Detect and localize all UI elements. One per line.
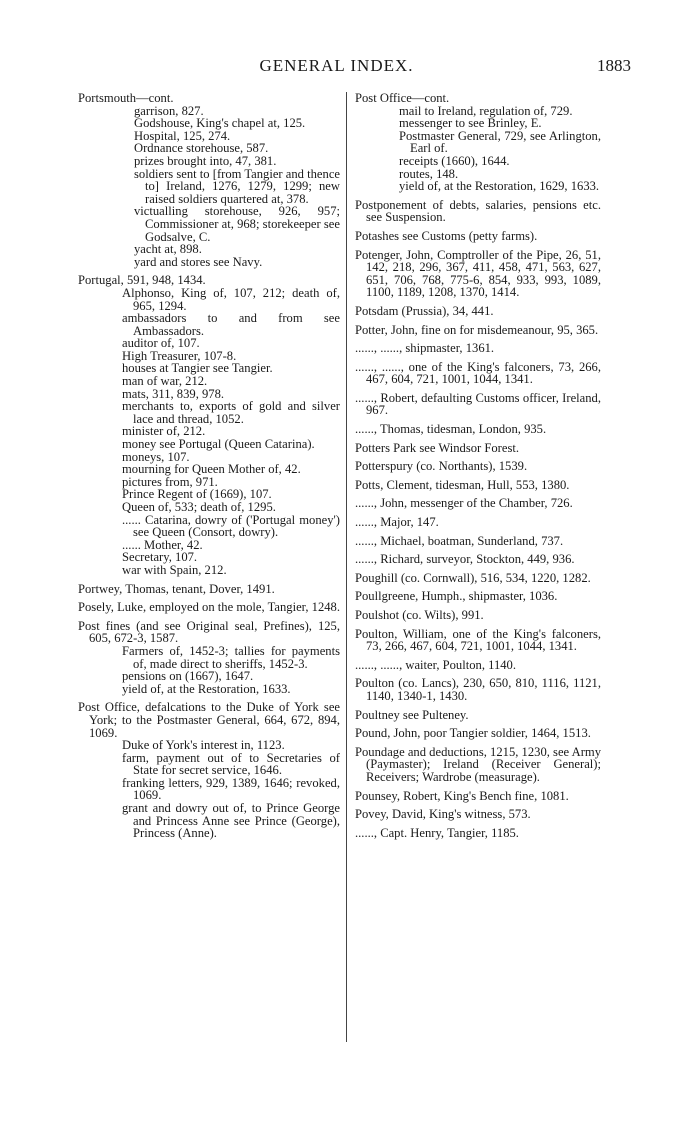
index-entry: Portsmouth—cont. bbox=[78, 91, 174, 105]
index-subentry: High Treasurer, 107-8. bbox=[122, 348, 237, 363]
index-entry: Poulshot (co. Wilts), 991. bbox=[355, 608, 484, 622]
index-entry: ......, Thomas, tidesman, London, 935. bbox=[355, 422, 547, 437]
index-subentry: prizes brought into, 47, 381. bbox=[134, 153, 277, 168]
index-entry: Poultney see Pulteney. bbox=[355, 707, 469, 722]
index-subentry: soldiers sent to [from Tangier and thence to] Ireland, 1276, 1279, 1299; new raised soldiers quartered at, 378. bbox=[134, 166, 340, 206]
index-subentry: money see Portugal (Queen Catarina). bbox=[122, 437, 315, 452]
index-entry: ......, Robert, defaulting Customs officer, Ireland, 967. bbox=[355, 390, 601, 418]
index-subentry: Secretary, 107. bbox=[122, 550, 198, 565]
index-entry: Postponement of debts, salaries, pensions etc. see Suspension. bbox=[355, 197, 601, 225]
index-entry: Poughill (co. Cornwall), 516, 534, 1220, 1282. bbox=[355, 570, 591, 585]
index-entry: Posely, Luke, employed on the mole, Tangier, 1248. bbox=[78, 600, 340, 615]
index-entry: Potts, Clement, tidesman, Hull, 553, 1380. bbox=[355, 477, 570, 492]
index-subentry: messenger to see Brinley, E. bbox=[399, 116, 542, 131]
index-subentry: yield of, at the Restoration, 1633. bbox=[122, 681, 291, 696]
index-subentry: yard and stores see Navy. bbox=[134, 254, 263, 269]
index-subentry: merchants to, exports of gold and silver lace and thread, 1052. bbox=[122, 399, 340, 426]
index-entry: Pounsey, Robert, King's Bench fine, 1081. bbox=[355, 788, 569, 803]
index-entry: Post Office—cont. bbox=[355, 91, 450, 105]
index-subentry: yield of, at the Restoration, 1629, 1633. bbox=[399, 179, 600, 194]
index-entry: ......, Major, 147. bbox=[355, 515, 439, 530]
index-subentry: auditor of, 107. bbox=[122, 336, 200, 351]
index-subentry: Prince Regent of (1669), 107. bbox=[122, 487, 272, 502]
index-subentry: routes, 148. bbox=[399, 166, 459, 181]
column-divider bbox=[346, 92, 347, 1042]
right-index-column bbox=[355, 92, 601, 839]
index-entry: Potters Park see Windsor Forest. bbox=[355, 440, 520, 455]
index-subentry: Queen of, 533; death of, 1295. bbox=[122, 500, 276, 514]
index-subentry: mail to Ireland, regulation of, 729. bbox=[399, 103, 573, 118]
page-header bbox=[0, 56, 673, 82]
index-entry: Potsdam (Prussia), 34, 441. bbox=[355, 303, 494, 318]
index-subentry: mourning for Queen Mother of, 42. bbox=[122, 462, 301, 477]
index-entry: Post fines (and see Original seal, Prefines), 125, 605, 672-3, 1587. bbox=[78, 618, 340, 646]
index-subentry: war with Spain, 212. bbox=[122, 562, 227, 577]
index-subentry: ...... Mother, 42. bbox=[122, 537, 203, 552]
index-entry: ......, Richard, surveyor, Stockton, 449, 936. bbox=[355, 552, 575, 567]
index-subentry: Alphonso, King of, 107, 212; death of, 965, 1294. bbox=[122, 285, 340, 313]
index-subentry: mats, 311, 839, 978. bbox=[122, 386, 225, 401]
index-entry: Potterspury (co. Northants), 1539. bbox=[355, 459, 528, 474]
index-entry: Potenger, John, Comptroller of the Pipe, 26, 51, 142, 218, 296, 367, 411, 458, 471, 563, 627, 651, 706, 768, 775-6, 854, 933, 993, 1089, 1100, 1189, 1208, 1370, 1414. bbox=[355, 247, 601, 300]
index-entry: Potter, John, fine on for misdemeanour, 95, 365. bbox=[355, 322, 599, 337]
index-subentry: Godshouse, King's chapel at, 125. bbox=[134, 116, 306, 131]
index-subentry: Duke of York's interest in, 1123. bbox=[122, 738, 285, 753]
index-subentry: garrison, 827. bbox=[134, 103, 204, 118]
index-entry: ......, Capt. Henry, Tangier, 1185. bbox=[355, 825, 519, 840]
index-entry: ......, John, messenger of the Chamber, 726. bbox=[355, 496, 573, 511]
index-entry: Portwey, Thomas, tenant, Dover, 1491. bbox=[78, 581, 275, 596]
index-subentry: receipts (1660), 1644. bbox=[399, 153, 510, 168]
index-entry: ......, ......, waiter, Poulton, 1140. bbox=[355, 657, 516, 672]
index-subentry: pensions on (1667), 1647. bbox=[122, 669, 254, 684]
index-entry: Potashes see Customs (petty farms). bbox=[355, 228, 538, 243]
index-subentry: grant and dowry out of, to Prince George and Princess Anne see Prince (George), Princess (Anne). bbox=[122, 801, 340, 841]
index-entry: ......, ......, one of the King's falconers, 73, 266, 467, 604, 721, 1001, 1044, 1341. bbox=[355, 359, 601, 387]
index-subentry: Farmers of, 1452-3; tallies for payments of, made direct to sheriffs, 1452-3. bbox=[122, 643, 340, 671]
index-entry: Poullgreene, Humph., shipmaster, 1036. bbox=[355, 589, 558, 604]
running-title: GENERAL INDEX. bbox=[259, 56, 414, 75]
index-subentry: minister of, 212. bbox=[122, 424, 206, 439]
index-entry: Poulton, William, one of the King's falconers, 73, 266, 467, 604, 721, 1001, 1044, 1341. bbox=[355, 626, 601, 654]
index-entry: Povey, David, King's witness, 573. bbox=[355, 807, 531, 822]
index-entry: Pound, John, poor Tangier soldier, 1464, 1513. bbox=[355, 726, 591, 741]
index-subentry: yacht at, 898. bbox=[134, 242, 202, 257]
index-entry: Poundage and deductions, 1215, 1230, see Army (Paymaster); Ireland (Receiver General); Receivers; Wardrobe (measurage). bbox=[355, 744, 601, 784]
index-entry: Post Office, defalcations to the Duke of York see York; to the Postmaster General, 664, 672, 894, 1069. bbox=[78, 700, 340, 740]
index-entry: ......, ......, shipmaster, 1361. bbox=[355, 341, 495, 356]
index-subentry: farm, payment out of to Secretaries of State for secret service, 1646. bbox=[122, 750, 340, 778]
index-subentry: ambassadors to and from see Ambassadors. bbox=[122, 311, 340, 338]
index-subentry: pictures from, 971. bbox=[122, 474, 218, 489]
index-entry: Poulton (co. Lancs), 230, 650, 810, 1116, 1121, 1140, 1340-1, 1430. bbox=[355, 676, 601, 703]
index-subentry: man of war, 212. bbox=[122, 374, 208, 389]
page-number: 1883 bbox=[597, 56, 631, 75]
index-subentry: Hospital, 125, 274. bbox=[134, 128, 231, 143]
index-subentry: Ordnance storehouse, 587. bbox=[134, 141, 269, 156]
left-index-column bbox=[78, 92, 340, 840]
index-subentry: moneys, 107. bbox=[122, 449, 190, 464]
index-subentry: ...... Catarina, dowry of ('Portugal money') see Queen (Consort, dowry). bbox=[122, 512, 340, 540]
index-entry: ......, Michael, boatman, Sunderland, 737. bbox=[355, 533, 564, 548]
index-entry: Portugal, 591, 948, 1434. bbox=[78, 273, 206, 288]
index-subentry: houses at Tangier see Tangier. bbox=[122, 361, 273, 376]
index-subentry: victualling storehouse, 926, 957; Commissioner at, 968; storekeeper see Godsalve, C. bbox=[134, 204, 340, 244]
index-subentry: Postmaster General, 729, see Arlington, Earl of. bbox=[399, 128, 601, 156]
index-subentry: franking letters, 929, 1389, 1646; revoked, 1069. bbox=[122, 775, 340, 803]
